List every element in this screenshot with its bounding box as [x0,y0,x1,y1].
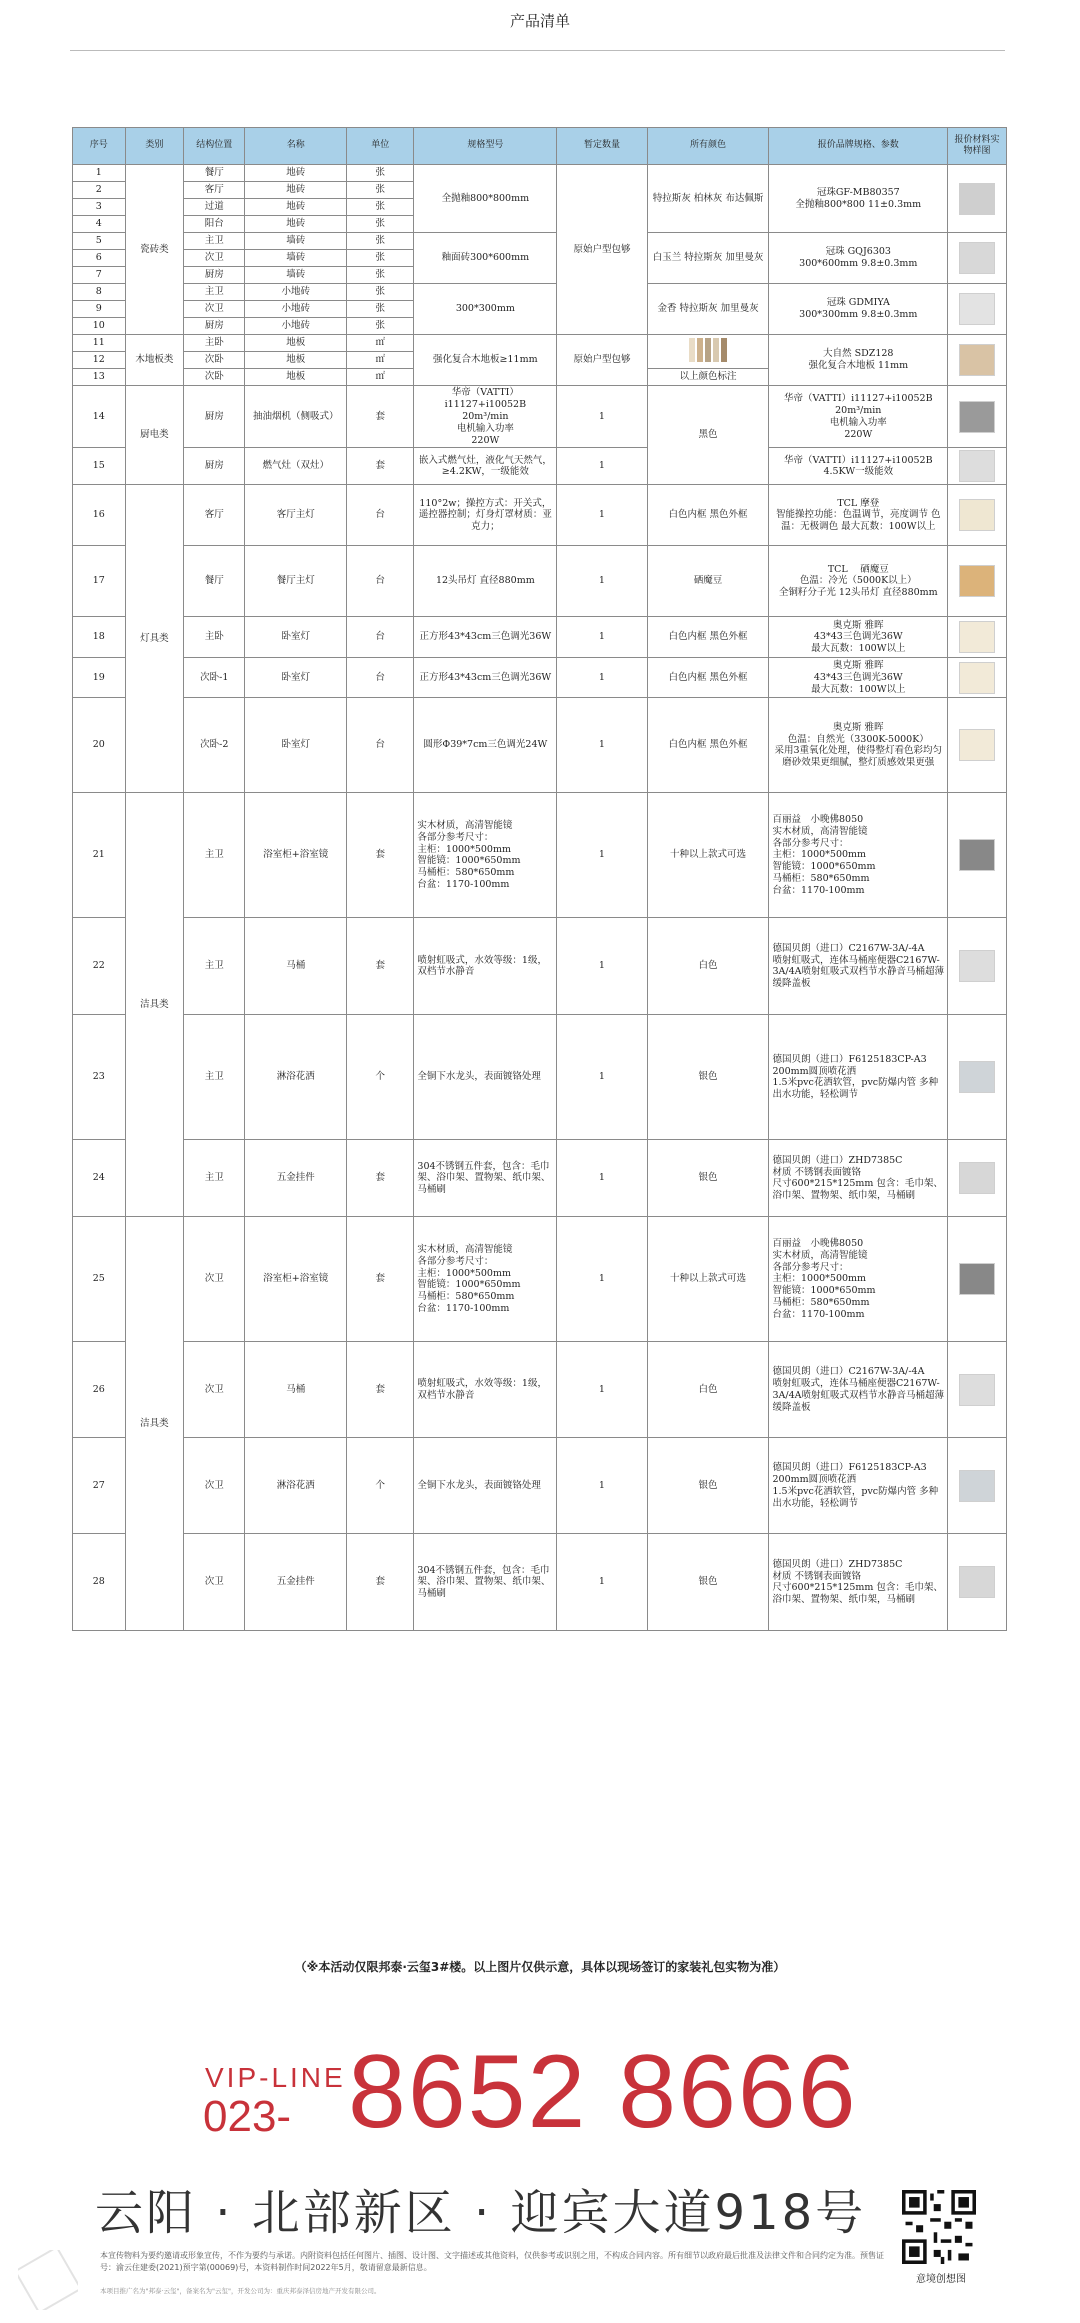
table-row [73,1438,1007,1534]
cell-no: 13 [73,369,126,386]
cell-qty: 原始户型包够 [557,165,647,335]
sample-image-cell [948,658,1007,698]
cell-position: 次卫 [184,1438,245,1534]
table-row [73,448,1007,485]
cell-name: 墙砖 [245,233,347,250]
cell-name: 燃气灶（双灶） [245,448,347,485]
cell-color: 以上颜色标注 [647,369,769,386]
cell-brand: 德国贝朗（进口）ZHD7385C 材质 不锈钢表面镀铬 尺寸600*215*125mm 包含：毛巾架、浴巾架、置物架、纸巾架，马桶刷 [769,1534,948,1631]
cell-no: 12 [73,352,126,369]
qr-code-icon[interactable] [902,2190,976,2264]
cell-position: 阳台 [184,216,245,233]
cell-unit: 台 [347,658,414,698]
cell-no: 22 [73,918,126,1015]
table-row [73,793,1007,918]
table-body [73,165,1007,1631]
sample-image [959,839,995,871]
cell-brand: 奥克斯 雅晖 色温：自然光（3300K-5000K） 采用3重氧化处理，使得整灯看色彩均匀磨砂效果更细腻，整灯质感效果更强 [769,698,948,793]
cell-position: 餐厅 [184,165,245,182]
sample-image [959,344,995,376]
cell-name: 马桶 [245,1342,347,1438]
sample-image-cell [948,546,1007,617]
cell-color-swatches [647,335,769,369]
cell-spec: 喷射虹吸式，水效等级：1级，双档节水静音 [414,918,557,1015]
cell-color: 白色内框 黑色外框 [647,658,769,698]
cell-unit: ㎡ [347,352,414,369]
wood-swatch [697,338,703,362]
cell-position: 主卫 [184,233,245,250]
cell-no: 26 [73,1342,126,1438]
cell-no: 4 [73,216,126,233]
watermark-stamp-icon [18,2250,78,2310]
cell-spec: 实木材质，高清智能镜 各部分参考尺寸： 主柜：1000*500mm 智能镜：1000*650mm 马桶柜：580*650mm 台盆：1170-100mm [414,793,557,918]
cell-unit: 张 [347,165,414,182]
cell-color: 十种以上款式可选 [647,793,769,918]
sample-image-cell [948,485,1007,546]
sample-image-cell [948,793,1007,918]
cell-category: 瓷砖类 [125,165,184,335]
cell-qty: 1 [557,1534,647,1631]
sample-image [959,401,995,433]
wood-swatch [689,338,695,362]
table-row [73,1015,1007,1140]
cell-no: 23 [73,1015,126,1140]
table-row [73,1217,1007,1342]
cell-category: 厨电类 [125,386,184,485]
sample-image [959,450,995,482]
cell-unit: 台 [347,698,414,793]
sample-image [959,950,995,982]
cell-brand: 冠珠 GQJ6303 300*600mm 9.8±0.3mm [769,233,948,284]
cell-spec: 实木材质，高清智能镜 各部分参考尺寸： 主柜：1000*500mm 智能镜：1000*650mm 马桶柜：580*650mm 台盆：1170-100mm [414,1217,557,1342]
header-cell: 规格型号 [414,128,557,165]
cell-qty: 1 [557,386,647,448]
cell-spec: 圆形Φ39*7cm三色调光24W [414,698,557,793]
cell-name: 小地砖 [245,284,347,301]
cell-name: 浴室柜+浴室镜 [245,1217,347,1342]
cell-unit: 张 [347,318,414,335]
cell-color: 金香 特拉斯灰 加里曼灰 [647,284,769,335]
cell-name: 地砖 [245,216,347,233]
cell-color: 白色内框 黑色外框 [647,485,769,546]
cell-name: 小地砖 [245,318,347,335]
header-cell: 名称 [245,128,347,165]
table-row [73,1140,1007,1217]
cell-no: 1 [73,165,126,182]
cell-position: 主卧 [184,335,245,352]
cell-name: 小地砖 [245,301,347,318]
sample-image [959,621,995,653]
cell-unit: 台 [347,546,414,617]
sample-image-cell [948,1217,1007,1342]
cell-name: 客厅主灯 [245,485,347,546]
cell-no: 20 [73,698,126,793]
cell-position: 厨房 [184,267,245,284]
sample-image-cell [948,1438,1007,1534]
cell-unit: 套 [347,1534,414,1631]
cell-no: 8 [73,284,126,301]
cell-unit: 套 [347,386,414,448]
sample-image [959,183,995,215]
cell-spec: 正方形43*43cm三色调光36W [414,658,557,698]
sample-image-cell [948,1534,1007,1631]
cell-color: 银色 [647,1140,769,1217]
cell-brand: 百丽益 小晚佛8050 实木材质，高清智能镜 各部分参考尺寸： 主柜：1000*500mm 智能镜：1000*650mm 马桶柜：580*650mm 台盆：1170-100mm [769,1217,948,1342]
cell-name: 地板 [245,369,347,386]
cell-name: 地板 [245,352,347,369]
cell-category: 洁具类 [125,1217,184,1631]
cell-spec: 110°2w；操控方式：开关式，遥控器控制；灯身灯罩材质：亚克力； [414,485,557,546]
cell-position: 主卫 [184,284,245,301]
hotline-number[interactable]: 8652 8666 [348,2034,858,2150]
cell-name: 地砖 [245,165,347,182]
cell-color: 银色 [647,1438,769,1534]
sample-image-cell [948,617,1007,658]
cell-position: 次卫 [184,1342,245,1438]
header-cell: 所有颜色 [647,128,769,165]
brand-mark: 意境创想图 [916,2274,966,2285]
activity-note: （※本活动仅限邦泰·云玺3#楼。以上图片仅供示意，具体以现场签订的家装礼包实物为准） [294,1960,786,1974]
table-row [73,658,1007,698]
table-header-row [73,128,1007,165]
sample-image-cell [948,233,1007,284]
wood-swatch [713,338,719,362]
cell-unit: 台 [347,617,414,658]
sample-image [959,1061,995,1093]
cell-no: 14 [73,386,126,448]
cell-name: 卧室灯 [245,617,347,658]
cell-brand: 冠珠 GDMIYA 300*300mm 9.8±0.3mm [769,284,948,335]
cell-unit: 套 [347,918,414,1015]
cell-name: 餐厅主灯 [245,546,347,617]
cell-spec: 喷射虹吸式，水效等级：1级，双档节水静音 [414,1342,557,1438]
cell-brand: 奥克斯 雅晖 43*43三色调光36W 最大瓦数：100W以上 [769,658,948,698]
cell-spec: 嵌入式燃气灶，液化气天然气，≥4.2KW，一级能效 [414,448,557,485]
cell-brand: 冠珠GF-MB80357 全抛釉800*800 11±0.3mm [769,165,948,233]
sample-image [959,1470,995,1502]
cell-name: 淋浴花洒 [245,1438,347,1534]
table-row [73,386,1007,448]
cell-qty: 1 [557,918,647,1015]
cell-no: 16 [73,485,126,546]
cell-brand: TCL 摩登 智能操控功能：色温调节，亮度调节 色温：无极调色 最大瓦数：100W以上 [769,485,948,546]
cell-category: 灯具类 [125,485,184,793]
cell-unit: 张 [347,233,414,250]
table-row [73,1534,1007,1631]
cell-position: 厨房 [184,448,245,485]
cell-position: 主卫 [184,793,245,918]
cell-spec: 12头吊灯 直径880mm [414,546,557,617]
cell-unit: ㎡ [347,335,414,352]
cell-qty: 1 [557,617,647,658]
cell-unit: 台 [347,485,414,546]
cell-brand: 百丽益 小晚佛8050 实木材质，高清智能镜 各部分参考尺寸： 主柜：1000*500mm 智能镜：1000*650mm 马桶柜：580*650mm 台盆：1170-100mm [769,793,948,918]
cell-position: 次卧-1 [184,658,245,698]
cell-name: 地砖 [245,199,347,216]
header-cell: 暂定数量 [557,128,647,165]
sample-image-cell [948,284,1007,335]
cell-color: 白色 [647,1342,769,1438]
sample-image-cell [948,386,1007,448]
cell-no: 17 [73,546,126,617]
cell-position: 次卧-2 [184,698,245,793]
cell-qty: 1 [557,793,647,918]
cell-position: 客厅 [184,485,245,546]
table-row [73,165,1007,182]
sample-image [959,662,995,694]
sample-image [959,729,995,761]
cell-position: 主卫 [184,1140,245,1217]
cell-no: 25 [73,1217,126,1342]
cell-unit: 套 [347,1140,414,1217]
cell-color: 白色内框 黑色外框 [647,617,769,658]
cell-no: 6 [73,250,126,267]
cell-name: 浴室柜+浴室镜 [245,793,347,918]
table-row [73,1342,1007,1438]
page-title: 产品清单 [509,12,570,30]
cell-no: 5 [73,233,126,250]
cell-no: 21 [73,793,126,918]
cell-qty: 1 [557,658,647,698]
header-cell: 单位 [347,128,414,165]
cell-position: 过道 [184,199,245,216]
cell-brand: 华帝（VATTI）i11127+i10052B 4.5KW一级能效 [769,448,948,485]
cell-spec: 强化复合木地板≥11mm [414,335,557,386]
cell-position: 次卧 [184,369,245,386]
cell-position: 厨房 [184,386,245,448]
sample-image [959,1162,995,1194]
cell-spec: 华帝（VATTI） i11127+i10052B 20m³/min 电机输入功率 220W [414,386,557,448]
sample-image [959,293,995,325]
cell-no: 18 [73,617,126,658]
cell-name: 卧室灯 [245,698,347,793]
cell-position: 次卫 [184,301,245,318]
cell-name: 马桶 [245,918,347,1015]
cell-color: 白色内框 黑色外框 [647,698,769,793]
sample-image [959,565,995,597]
sample-image-cell [948,1015,1007,1140]
cell-brand: 德国贝朗（进口）ZHD7385C 材质 不锈钢表面镀铬 尺寸600*215*125mm 包含：毛巾架、浴巾架、置物架、纸巾架，马桶刷 [769,1140,948,1217]
cell-name: 地砖 [245,182,347,199]
cell-color: 硒魔豆 [647,546,769,617]
cell-spec: 304不锈钢五件套，包含：毛巾架、浴巾架、置物架、纸巾架、马桶刷 [414,1140,557,1217]
cell-name: 五金挂件 [245,1534,347,1631]
cell-unit: 张 [347,284,414,301]
cell-unit: ㎡ [347,369,414,386]
project-address: 云阳 · 北部新区 · 迎宾大道918号 [95,2185,867,2241]
wood-swatch [721,338,727,362]
cell-color: 白玉兰 特拉斯灰 加里曼灰 [647,233,769,284]
cell-unit: 套 [347,793,414,918]
cell-spec: 釉面砖300*600mm [414,233,557,284]
cell-qty: 1 [557,1438,647,1534]
cell-spec: 全铜下水龙头，表面镀铬处理 [414,1438,557,1534]
area-code: 023- [203,2092,292,2141]
cell-unit: 套 [347,1342,414,1438]
table-row [73,918,1007,1015]
table-row [73,284,1007,301]
sample-image [959,1263,995,1295]
cell-position: 餐厅 [184,546,245,617]
cell-qty: 1 [557,1140,647,1217]
cell-qty: 1 [557,1342,647,1438]
cell-unit: 张 [347,250,414,267]
cell-position: 主卫 [184,918,245,1015]
sample-image [959,1374,995,1406]
cell-brand: 华帝（VATTI）i11127+i10052B 20m³/min 电机输入功率 220W [769,386,948,448]
cell-brand: 奥克斯 雅晖 43*43三色调光36W 最大瓦数：100W以上 [769,617,948,658]
sample-image-cell [948,1140,1007,1217]
cell-unit: 个 [347,1015,414,1140]
product-table [72,127,1007,1631]
cell-category: 木地板类 [125,335,184,386]
cell-unit: 张 [347,216,414,233]
table-row [73,335,1007,352]
cell-unit: 套 [347,1217,414,1342]
cell-name: 卧室灯 [245,658,347,698]
header-cell: 报价品牌规格、参数 [769,128,948,165]
cell-qty: 1 [557,546,647,617]
cell-position: 次卫 [184,1534,245,1631]
cell-position: 次卧 [184,352,245,369]
sample-image-cell [948,448,1007,485]
cell-no: 15 [73,448,126,485]
cell-position: 次卫 [184,250,245,267]
legal-disclaimer: 本宣传物料为要约邀请或形象宣传，不作为要约与承诺。内附资料包括任何图片、插图、设计图、文字描述或其他资料，仅供参考或识别之用，不构成合同内容。所有细节以政府最后批准及法律文件和合同约定为准。预售证号：渝云住建委(2021)预字第(00069)号，本资料制作时间2022年5月，敬请留意最新信息。 [100,2251,884,2272]
table-row [73,546,1007,617]
cell-color: 银色 [647,1534,769,1631]
cell-category: 洁具类 [125,793,184,1217]
cell-color: 白色 [647,918,769,1015]
cell-unit: 张 [347,267,414,284]
cell-brand: 德国贝朗（进口）F6125183CP-A3 200mm圆顶喷花洒 1.5米pvc花洒软管，pvc防爆内管 多种出水功能，轻松调节 [769,1015,948,1140]
table-row [73,485,1007,546]
developer-fine-print: 本项目推广名为"邦泰·云玺"，备案名为"云玺"，开发公司为：重庆邦泰泽信房地产开发有限公司。 [100,2287,381,2295]
cell-name: 墙砖 [245,267,347,284]
header-cell: 类别 [125,128,184,165]
cell-color: 特拉斯灰 柏林灰 布达佩斯 [647,165,769,233]
cell-spec: 全铜下水龙头，表面镀铬处理 [414,1015,557,1140]
sample-image-cell [948,335,1007,386]
cell-position: 主卧 [184,617,245,658]
cell-qty: 1 [557,698,647,793]
cell-spec: 300*300mm [414,284,557,335]
cell-unit: 套 [347,448,414,485]
cell-color: 银色 [647,1015,769,1140]
title-divider [70,50,1005,51]
cell-name: 墙砖 [245,250,347,267]
table-row [73,698,1007,793]
cell-qty: 1 [557,485,647,546]
cell-no: 24 [73,1140,126,1217]
wood-swatch [705,338,711,362]
cell-spec: 304不锈钢五件套，包含：毛巾架、浴巾架、置物架、纸巾架、马桶刷 [414,1534,557,1631]
sample-image-cell [948,165,1007,233]
sample-image-cell [948,698,1007,793]
cell-unit: 张 [347,301,414,318]
header-cell: 序号 [73,128,126,165]
cell-name: 淋浴花洒 [245,1015,347,1140]
sample-image [959,1566,995,1598]
table-row [73,233,1007,250]
cell-brand: TCL 硒魔豆 色温：冷光（5000K以上） 全铜籽分子光 12头吊灯 直径880mm [769,546,948,617]
sample-image-cell [948,918,1007,1015]
header-cell: 报价材料实物样图 [948,128,1007,165]
vip-line-label: VIP-LINE [205,2062,346,2093]
table-row [73,617,1007,658]
cell-no: 10 [73,318,126,335]
cell-position: 厨房 [184,318,245,335]
cell-qty: 1 [557,448,647,485]
cell-position: 主卫 [184,1015,245,1140]
sample-image [959,499,995,531]
cell-no: 27 [73,1438,126,1534]
cell-brand: 德国贝朗（进口）C2167W-3A/-4A 喷射虹吸式，连体马桶座便器C2167W-3A/4A喷射虹吸式双档节水静音马桶超薄缓降盖板 [769,918,948,1015]
cell-unit: 张 [347,182,414,199]
cell-position: 客厅 [184,182,245,199]
cell-qty: 原始户型包够 [557,335,647,386]
cell-brand: 大自然 SDZ128 强化复合木地板 11mm [769,335,948,386]
cell-no: 11 [73,335,126,352]
cell-qty: 1 [557,1217,647,1342]
cell-no: 2 [73,182,126,199]
cell-no: 19 [73,658,126,698]
cell-unit: 个 [347,1438,414,1534]
cell-spec: 全抛釉800*800mm [414,165,557,233]
cell-qty: 1 [557,1015,647,1140]
cell-name: 地板 [245,335,347,352]
cell-brand: 德国贝朗（进口）C2167W-3A/-4A 喷射虹吸式，连体马桶座便器C2167W-3A/4A喷射虹吸式双档节水静音马桶超薄缓降盖板 [769,1342,948,1438]
sample-image [959,242,995,274]
cell-color: 黑色 [647,386,769,485]
cell-no: 3 [73,199,126,216]
cell-color: 十种以上款式可选 [647,1217,769,1342]
header-cell: 结构位置 [184,128,245,165]
cell-no: 7 [73,267,126,284]
cell-position: 次卫 [184,1217,245,1342]
cell-spec: 正方形43*43cm三色调光36W [414,617,557,658]
cell-name: 五金挂件 [245,1140,347,1217]
cell-name: 抽油烟机（侧吸式） [245,386,347,448]
sample-image-cell [948,1342,1007,1438]
cell-no: 9 [73,301,126,318]
cell-brand: 德国贝朗（进口）F6125183CP-A3 200mm圆顶喷花洒 1.5米pvc花洒软管，pvc防爆内管 多种出水功能，轻松调节 [769,1438,948,1534]
cell-no: 28 [73,1534,126,1631]
cell-unit: 张 [347,199,414,216]
